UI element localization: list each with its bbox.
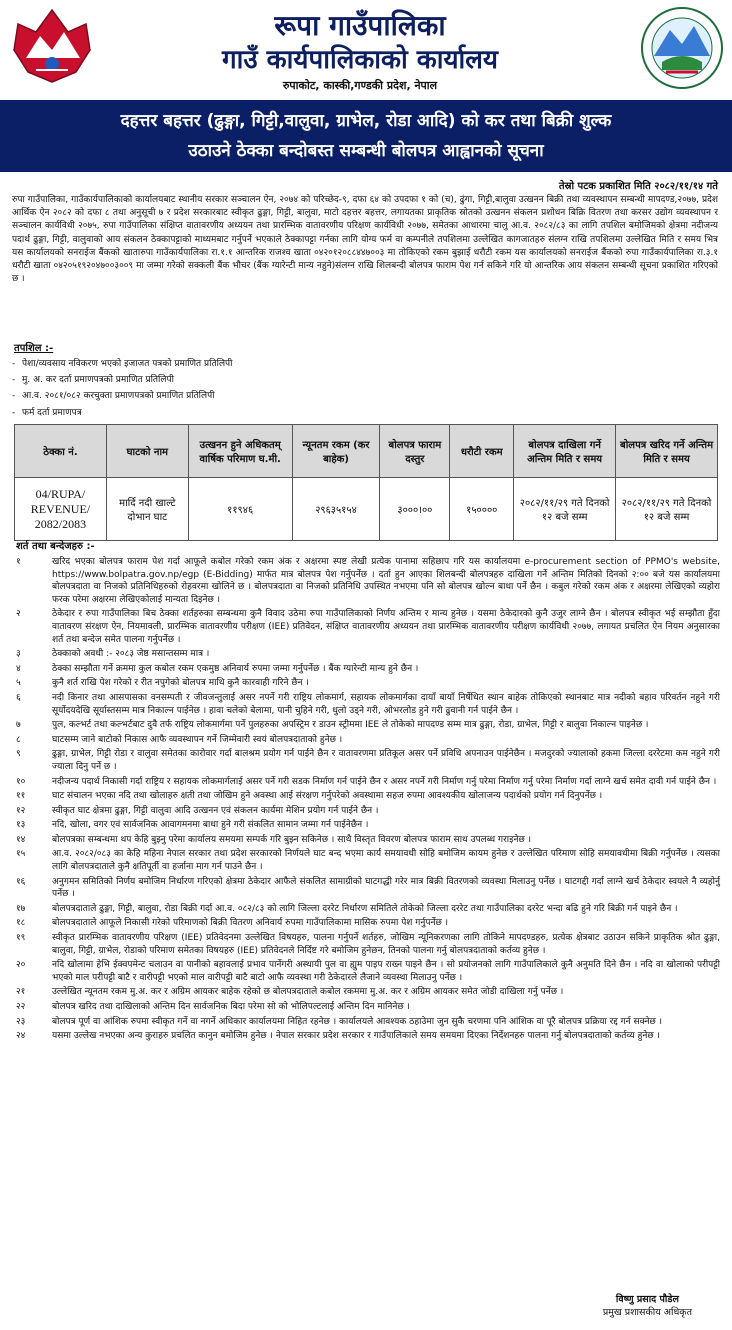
term-item [14,932,720,957]
table-header-row [15,425,718,478]
list-item: - मु. अ. कर दर्ता प्रमाणपत्रको प्रमाणित प्रतिलिपी [22,372,712,388]
contract-number-cell: 04/RUPA/ REVENUE/ 2082/2083 [15,478,107,541]
term-item [14,805,720,818]
terms-heading: शर्त तथा बन्देजहरु :- [16,541,95,552]
terms-list [14,556,720,1045]
term-text: ढुङ्गा, ग्राभेल, गिट्टी रोडा र वालुवा समेतका कारोवार गर्दा बालश्रम प्रयोग गर्न पाईने छैन र वातावरणमा प्रतिकूल असर पर्ने प्रविधि अपनाउन पाईनेछैन । मजदुरको ज्यालाको हकमा जिल्ला दररेटमा कम नहुने गरी ज्याला दिनु पर्ने छ । [52,749,720,772]
term-text: उल्लेखित न्यूनतम रकम मु.अ. कर र अग्रिम आयकर बाहेक रहेको छ बोलपत्रदाताले कबोल रकममा मु.अ. कर र अग्रिम आयकर समेत जोडी दाखिला गर्नु पर्नेछ । [52,987,564,998]
term-text: नदी किनार तथा आसपासका वनसम्पती र जीवजन्तुलाई असर नपर्ने गरी राष्ट्रिय लोकमार्ग, सहायक लोकमार्गका दायाँ बायाँ निर्षेधित स्थान बाहेक तोकिएको स्थानबाट मात्र नदीको बहाव परिवर्तन नहुने गरी सूर्योदयदेखि सूर्यास्तसम्म मात्र निकाल्न पाईनेछ । हावा चलेको बेलामा, पानी चुहिने गरी, धुलो उड्ने गरी, ओभरलोड हुने गरी ढुवानी गर्न पाईने छैन । [52,692,720,716]
term-item [14,692,720,717]
form-fee-cell: ३०००।०० [380,478,450,541]
term-text: नदि, खोला, वगर एवं सार्वजनिक आवागमनमा बाधा हुने गरी संकलित सामान जम्मा गर्न पाईनेछैन । [52,820,369,831]
term-number: १२ [16,805,26,816]
term-text: बोलपत्रदाताले ढुङ्गा, गिट्टी, बालुवा, रोडा बिक्री गर्दा आ.व. ०८२/८३ को लागि जिल्ला दररेट निर्धारण समितिले तोकेको जिल्ला दररेट तथा गाउँपालिका दररेट भन्दा बढि हुने गरि बिक्री गर्न पाइने छैन । [52,903,678,914]
term-text: आ.व. २०८२/०८३ का केहि महिना नेपाल सरकार तथा प्रदेश सरकारको निर्णयले घाट बन्द भएमा कार्य समयावधी सोहि बमोजिम कायम हुनेछ र उल्लेखित परिमाण सोहि समयावधीमा बिक्री गर्नुपर्नेछ । त्यसका लागि बोलपत्रदाताले कुनै क्षतिपूर्ती वा हर्जाना माग गर्न पाउने छैन । [52,849,720,873]
term-item [14,748,720,773]
signature-block [603,1292,692,1318]
term-number: २१ [16,987,26,998]
banner-line-1: दहत्तर बहत्तर (ढुङ्गा, गिट्टी,वालुवा, ग्राभेल, रोडा आदि) को कर तथा बिक्री शुल्क [120,111,612,131]
term-item [14,834,720,847]
term-number: २३ [16,1016,26,1027]
signatory-title: प्रमुख प्रशासकीय अधिकृत [602,1307,692,1318]
term-text: यसमा उल्लेख नभएका अन्य कुराहरु प्रचलित कानुन बमोजिम हुनेछ । नेपाल सरकार प्रदेश सरकार र गाउँपालिकाले समय समयमा दिएका निर्देशनहरु पालना गर्नु बोलपत्रदाताको कर्तव्य हुनेछ । [52,1031,660,1042]
details-heading: तपशिल :- [14,343,54,354]
term-item [14,663,720,676]
term-number: ५ [16,678,21,689]
publication-date: तेस्रो पटक प्रकाशित मिति २०८२/११/१४ गते [558,181,718,192]
term-item [14,1001,720,1014]
term-item [14,1016,720,1029]
term-number: २४ [16,1031,26,1042]
column-header: ठेक्का नं. [15,425,107,478]
term-number: १० [16,776,26,787]
column-header: न्यूनतम रकम (कर बाहेक) [292,425,380,478]
term-number: १८ [16,918,26,929]
term-text: नदि खोलामा हेभि ईक्वपमेन्ट चलाउन वा पानीको बहावलाई प्रभाव पार्नेगरी अस्थायी पुल वा ह्युम पाइप राख्न पाइने छैन । सो प्रयोजनको लागि गाउँपालिकाले कुनै अनुमति दिने छैन । नदि वा खोलाको परीपट्टी भएको माल परीपट्टी बाटै र वारीपट्टी भएको माल वारीपट्टी बाटै बाटो आफै व्यवस्था गरी ठेकेदारले लैजाने व्यवस्था मिलाउनु पर्नेछ । [52,960,720,983]
minimum-amount-cell: २९६३५१५४ [292,478,380,541]
term-number: १९ [16,933,26,944]
letterhead [0,0,732,100]
term-number: २० [16,960,26,971]
term-text: घाटसम्म जाने बाटोको निकास आफै व्यवस्थापन गर्ने जिम्मेवारी स्वयं बोलपत्रदाताको हुनेछ । [52,734,343,745]
term-text: अनुगमन समितिको निर्णय बमोजिम निर्धारण गरिएको क्षेत्रमा ठेकेदार आफैले संकलित सामाग्रीको घाटगद्धी गरेर मात्र बिक्री वितरणको व्यवस्था मिलाउनु पर्नेछ । घाटगद्दी गर्दा लाग्ने खर्च ठेकेदार स्वयले नै व्यहोर्नु पर्नेछ । [52,876,720,900]
term-text: ठेक्काको अवधी :- २०८३ जेष्ठ मसान्तसम्म मात्र । [52,649,210,660]
term-number: १७ [16,903,26,914]
term-number: ३ [16,649,21,660]
term-number: २ [16,609,21,620]
term-number: ८ [16,734,21,745]
required-documents-list [22,356,712,421]
list-item: - पेशा/व्यवसाय नविकरण भएको इजाजत पत्रको प्रमाणित प्रतिलिपी [22,356,712,372]
term-number: १३ [16,820,26,831]
term-text: स्वीकृत प्रारम्भिक वातावरणीय परिक्षण (IEE) प्रतिवेदनमा उल्लेखित विषयहरु, पालना गर्नुपर्ने शर्तहरु, जोखिम न्यूनिकरणका लागि तोकिने मापदण्डहरु, प्रत्येक क्षेत्रबाट उठाउन सकिने प्राकृतिक श्रोत ढुङ्गा, बालुवा, गिट्टी, ग्राभेल, रोडाको परिमाण समेतका विषयहरु (IEE) प्रतिवेदनले निर्दिष्ट गरे बमोजिम हुनेछन, तिनको पालना गर्नु बोलपत्रदाताको कर्तव्य हुनेछ । [52,933,720,956]
term-text: घाट संचालन भएका नदि तथा खोलाहरु क्षती तथा जोखिम हुने अवस्था आई संरक्षण गर्नुपरेको अवस्थामा सहज रुपमा आवश्यकीय खोलाजन्य पदार्थको प्रयोग गर्न दिनुपर्नेछ । [52,791,603,802]
nepal-emblem-icon [6,6,98,86]
submission-deadline-cell: २०८२/११/२९ गते दिनको १२ बजे सम्म [514,478,616,541]
term-item [14,917,720,930]
term-item [14,719,720,732]
term-text: बोलपत्र खरिद तथा दाखिलाको अन्तिम दिन सार्वजनिक बिदा परेमा सो को भोलिपल्टलाई अन्तिम दिन मानिनेछ । [52,1002,410,1012]
term-number: ६ [16,692,21,703]
term-text: ठेकेदार र रुपा गाउँपालिका बिच ठेक्का शर्तहरुका सम्बन्धमा कुनै विवाद उठेमा रुपा गाउँपालिकाको निर्णय अन्तिम र मान्य हुनेछ । यसमा ठेकेदारको कुनै उजुर लाग्ने छैन । बोलपत्र स्वीकृत भई सम्झौता हुँदा वातावरण संरक्षण ऐन, नियमावली, प्रारम्भिक वातावरणीय परीक्षण (IEE) प्रतिवेदन, संक्षिप्त वातावरणीय अध्ययन तथा प्रारम्भिक वातावरणीय परीक्षण कार्यविधी २०७७, लगायत प्रचलित ऐन नियम अनुसारका शर्त तथा बन्देज समेत पालना गर्नुपर्नेछ । [52,609,720,645]
term-item [14,677,720,690]
term-item [14,1030,720,1043]
quantity-cell: ११९४६ [188,478,292,541]
term-text: बोलपत्रका सम्बन्धमा थप केहि बुझ्नु परेमा कार्यालय समयमा सम्पर्क गरि बुझ्न सकिनेछ । साथै विस्तृत विवरण बोलपत्र फाराम साथ उपलब्ध गराइनेछ । [52,834,532,845]
municipality-name: रूपा गाउँपालिका [274,9,446,42]
municipality-logo-icon [640,6,724,90]
term-item [14,986,720,999]
term-item [14,876,720,901]
column-header: बोलपत्र फाराम दस्तुर [380,425,450,478]
term-text: कुनै शर्त राखि पेश गरेको र रीत नपुगेको बोलपत्र माथि कुनै कारवाही गरिने छैन । [52,678,309,689]
term-text: बोलपत्रदाताले आफूले निकासी गरेको परिमाणको बिक्री वितरण अनिवार्य रुपमा गाउँपालिकामा मासिक रुपमा पेश गर्नुपर्नेछ । [52,918,449,929]
signatory-name: विष्णु प्रसाद पौडेल [615,1294,679,1305]
term-number: ११ [16,791,26,802]
table-row [15,478,718,541]
notice-title-banner [0,100,732,172]
term-text: नदीजन्य पदार्थ निकासी गर्दा राष्ट्रिय र सहायक लोकमार्गलाई असर पर्ने गरी सडक निर्माण गर्न पाईने छैन र असर नपर्ने गरी निर्माण गर्नु परेमा निर्माण गर्नु परेमा निर्माण गर्दा लाग्ने खर्च समेत दावी गर्न पाईने छैन । [52,776,717,787]
column-header: घाटको नाम [106,425,188,478]
term-text: पुल, कल्भर्ट तथा कल्भर्टबाट दुवै तर्फ राष्ट्रिय लोकमार्गमा पर्ने पुलहरुका अपस्ट्रिम र डाउन स्ट्रीममा IEE ले तोकेको मापदण्ड सम्म मात्र ढुङ्गा, रोडा, ग्राभेल, गिट्टी र बालुवा निकाल्न पाइनेछ । [52,720,649,731]
term-text: खरिद भएका बोलपत्र फाराम पेश गर्दा आफूले कबोल गरेको रकम अंक र अक्षरमा स्पष्ट लेखी प्रत्येक पानामा सहिछाप गरि यस कार्यालयमा e-procurement section of PPMO's website, https://www.bolpatra.gov.np/egp (E-Bidding) मार्फत मात्र बोलपत्र पेश गर्नुपर्नेछ । दर्ता हुन आएका शिलबन्दी बोलपत्रहरु दाखिला गर्ने अन्तिम मितिको दिनको २:०० बजे यस कार्यालयमा बोलपत्रदाता वा निजको प्रतिनिधिहरुको रोहवरमा खोलिने छ । बोलपत्रदाता वा निजको प्रतिनिधि उपस्थित नभएमा पनि सो बोलपत्र खोल्न बाधा पर्ने छैन । कबुल गरेको रकम अंक र अक्षरमा लेखिएको व्यहोरा फरक परेमा अक्षरमा लेखिएकोलाई मान्यता दिइनेछ । [52,557,720,605]
list-item: - फर्म दर्ता प्रमाणपत्र [22,405,712,421]
term-item [14,819,720,832]
term-number: १४ [16,834,26,845]
term-item [14,959,720,984]
column-header: धरौटी रकम [450,425,514,478]
term-item [14,848,720,873]
term-item [14,734,720,747]
purchase-deadline-cell: २०८२/११/२९ गते दिनको १२ बजे सम्म [616,478,718,541]
term-item [14,776,720,789]
list-item: - आ.व. २०८१/०८२ करचुक्ता प्रमाणपत्रको प्रमाणित प्रतिलिपी [22,388,712,404]
term-number: ७ [16,720,21,731]
banner-line-2: उठाउने ठेक्का बन्दोबस्त सम्बन्धी बोलपत्र आह्वानको सूचना [188,141,544,161]
term-number: ९ [16,749,21,760]
term-number: ४ [16,663,21,674]
term-text: ठेक्का सम्झौता गर्ने क्रममा कुल कबोल रकम एकमुष्ठ अनिवार्य रुपमा जम्मा गर्नुपर्नेछ । बैंक ग्यारेन्टी मान्य हुने छैन । [52,663,419,674]
term-number: १ [16,557,21,567]
intro-paragraph: रुपा गाउँपालिका, गाउँकार्यपालिकाको कार्यालयबाट स्थानीय सरकार सञ्चालन ऐन, २०७४ को परिच्छेद-९, दफा ६४ को उपदफा १ को (च), ढुंगा, गिट्टी,बालुवा उत्खनन बिक्री तथा व्यवस्थापन सम्बन्धी मापदण्ड,२०७७, प्रदेश आर्थिक ऐन २०८२ को दफा ८ तथा अनुसूची ७ र प्रदेश सरकारबाट स्वीकृत ढुङ्गा, गिट्टी, बालुवा, माटो दहत्तर बहत्तर, लगायतका प्राकृतिक स्रोतको उत्खनन संकलन प्रशोधन बिक्रि वितरण तथा करसर उद्योग व्यवस्थापन र सञ्चालन कार्यविधी २०७५, रुपा गाउँपालिका संक्षिप्त वातावरणीय अध्ययन तथा प्रारम्भिक वातावरणीय परिक्षण कार्यविधी २०७७, समेतका आधारमा चालु आ.व. २०८२/८३ का लागि तपशिल बमोजिमको क्षेत्रमा नदीजन्य पदार्थ ढुङ्गा, गिट्टी, वालुवाको आय संकलन ठेक्कापट्टाको माध्यमबाट गर्नुपर्ने भएकाले ठेक्कापट्टा गर्नका लागि योग्य फर्म वा कम्पनीले तपशिलमा उल्लेखित कागजातहरु संलग्न राखि तपशिलमा उल्लेखित मिति र समय भित्र यस कार्यालयको सनराईज बैंकको खातारुपा गाउँकार्यपालिका रा.१.१ आन्तरिक राजश्व खाता ०४२०१२०८८४४७००३ मा तोकिएको रकम बुझाई धरौटी रकम यस कार्यालयको सनराईज बैंकको रुपा गाउँकार्यपालिका रा.३.१ धरौटी खाता ०४२०५१९२०४७००३००९ मा जम्मा गरेको सक्कली बैंक भौचर (बैंक ग्यारेन्टी मान्य नहुने)संलग्न राखि शिलबन्दी बोलपत्र फाराम पेश गर्न सकिने गरि यो आन्तरिक आय संकलन सम्बन्धी सूचना प्रकाशित गरिएको छ । [12,195,718,285]
term-number: २२ [16,1002,26,1012]
term-item [14,556,720,606]
term-text: स्वीकृत घाट क्षेत्रमा ढुङ्गा, गिट्टी वालुवा आदि उत्खनन एवं संकलन कार्यमा मेशिन प्रयोग गर्न पाईने छैन । [52,805,379,816]
term-item [14,790,720,803]
deposit-cell: १५०००० [450,478,514,541]
office-address: रुपाकोट, कास्की,गण्डकी प्रदेश, नेपाल [282,79,438,92]
column-header: उत्खनन हुने अधिकतम् वार्षिक परिमाण घ.मी. [188,425,292,478]
tender-table [14,424,718,541]
office-name: गाउँ कार्यपालिकाको कार्यालय [222,45,498,75]
ghat-name-cell: मार्दि नदी खाल्टे दोभान घाट [106,478,188,541]
term-number: १५ [16,849,26,860]
term-item [14,903,720,916]
term-text: बोलपत्र पूर्ण वा आंशिक रुपमा स्वीकृत गर्ने वा नगर्ने अधिकार कार्यालयमा निहित रहनेछ । कार्यालयले आवश्यक ठहाउेमा जुन सुकै चरणमा पनि आंशिक वा पूरै बोलपत्र प्रक्रिया रद्द गर्न सक्नेछ । [52,1016,663,1027]
column-header: बोलपत्र खरिद गर्ने अन्तिम मिति र समय [616,425,718,478]
term-item [14,648,720,661]
column-header: बोलपत्र दाखिला गर्ने अन्तिम मिति र समय [514,425,616,478]
term-item [14,608,720,646]
term-number: १६ [16,876,26,887]
